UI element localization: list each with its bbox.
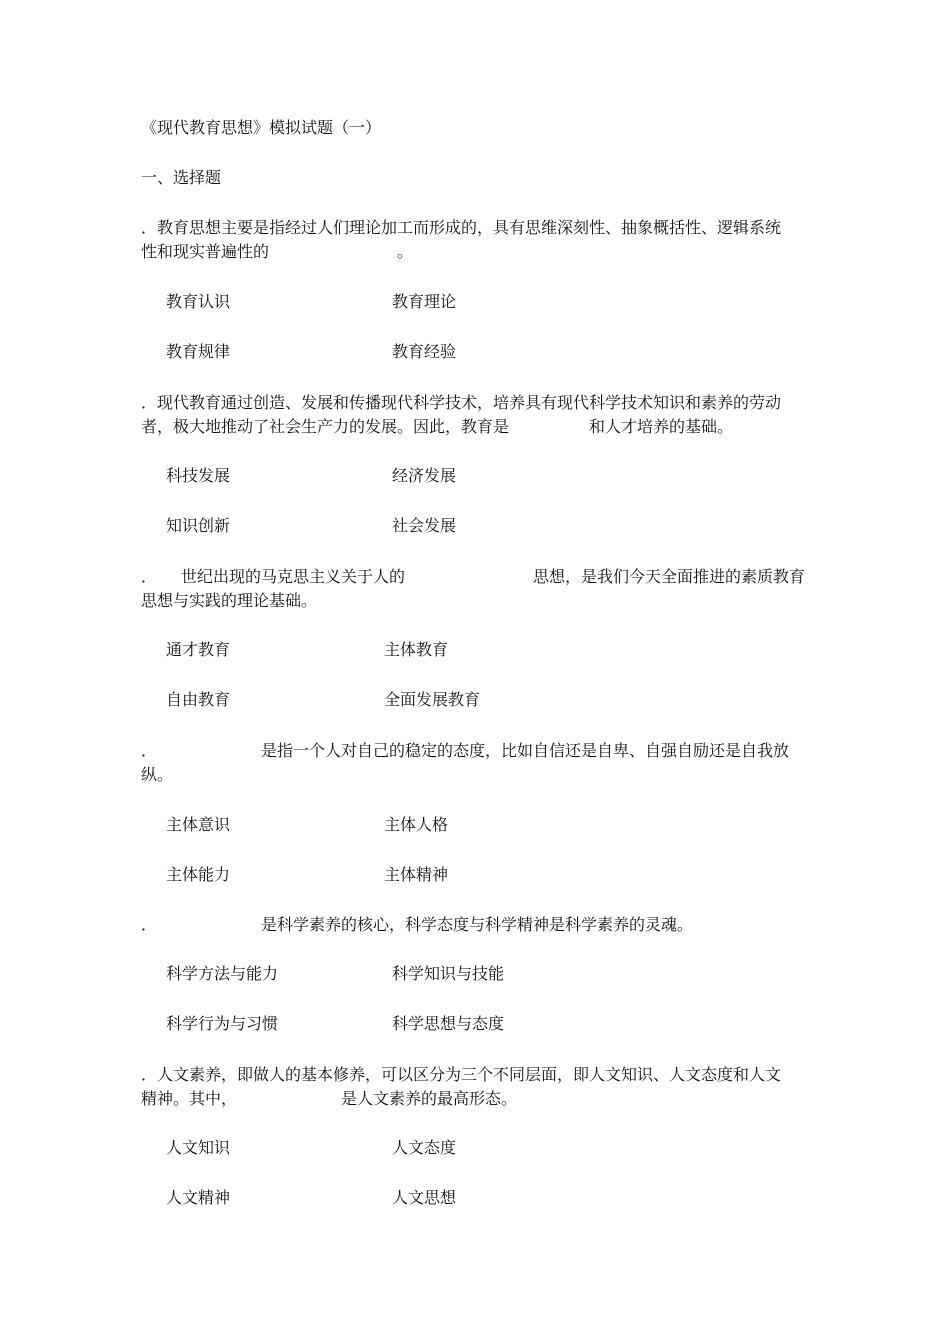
q3-option-b[interactable]: 主体教育 xyxy=(384,640,449,659)
question-3-line-2: 思想与实践的理论基础。 xyxy=(141,591,318,610)
q4-option-a[interactable]: 主体意识 xyxy=(166,815,231,834)
document-title: 《现代教育思想》模拟试题（一） xyxy=(141,118,382,137)
question-1-line-1: ．教育思想主要是指经过人们理论加工而形成的，具有思维深刻性、抽象概括性、逻辑系统 xyxy=(141,218,782,237)
question-2-line-1: ．现代教育通过创造、发展和传播现代科学技术，培养具有现代科学技术知识和素养的劳动 xyxy=(141,393,782,412)
q2-option-c[interactable]: 知识创新 xyxy=(166,516,231,535)
q6-option-b[interactable]: 人文态度 xyxy=(392,1138,457,1157)
q4-option-c[interactable]: 主体能力 xyxy=(166,865,231,884)
question-3-line-1: ． 世纪出现的马克思主义关于人的 思想，是我们今天全面推进的素质教育 xyxy=(141,567,806,586)
q4-option-d[interactable]: 主体精神 xyxy=(384,865,449,884)
q5-option-c[interactable]: 科学行为与习惯 xyxy=(166,1014,279,1033)
question-6 xyxy=(141,1063,813,1111)
section-heading: 一、选择题 xyxy=(141,168,222,187)
question-4 xyxy=(141,739,813,787)
q4-option-b[interactable]: 主体人格 xyxy=(384,815,449,834)
q2-option-b[interactable]: 经济发展 xyxy=(392,466,457,485)
question-4-line-2: 纵。 xyxy=(141,765,174,784)
q1-option-a[interactable]: 教育认识 xyxy=(166,292,231,311)
q1-option-d[interactable]: 教育经验 xyxy=(392,342,457,361)
question-3 xyxy=(141,565,813,613)
q5-option-b[interactable]: 科学知识与技能 xyxy=(392,964,505,983)
q3-option-c[interactable]: 自由教育 xyxy=(166,690,231,709)
question-6-line-1: ．人文素养，即做人的基本修养，可以区分为三个不同层面，即人文知识、人文态度和人文 xyxy=(141,1065,782,1084)
question-4-line-1: ． 是指一个人对自己的稳定的态度，比如自信还是自卑、自强自励还是自我放 xyxy=(141,741,790,760)
question-5 xyxy=(141,913,813,937)
q5-option-a[interactable]: 科学方法与能力 xyxy=(166,964,279,983)
question-2-line-2: 者，极大地推动了社会生产力的发展。因此，教育是 和人才培养的基础。 xyxy=(141,417,734,436)
q3-option-a[interactable]: 通才教育 xyxy=(166,640,231,659)
q6-option-c[interactable]: 人文精神 xyxy=(166,1188,231,1207)
q6-option-d[interactable]: 人文思想 xyxy=(392,1188,457,1207)
question-6-line-2: 精神。其中， 是人文素养的最高形态。 xyxy=(141,1089,518,1108)
q2-option-d[interactable]: 社会发展 xyxy=(392,516,457,535)
q1-option-c[interactable]: 教育规律 xyxy=(166,342,231,361)
question-2 xyxy=(141,391,813,439)
q5-option-d[interactable]: 科学思想与态度 xyxy=(392,1014,505,1033)
question-1 xyxy=(141,216,813,264)
q6-option-a[interactable]: 人文知识 xyxy=(166,1138,231,1157)
q1-option-b[interactable]: 教育理论 xyxy=(392,292,457,311)
q3-option-d[interactable]: 全面发展教育 xyxy=(384,690,481,709)
question-5-line-1: ． 是科学素养的核心，科学态度与科学精神是科学素养的灵魂。 xyxy=(141,915,694,934)
question-1-line-2: 性和现实普遍性的 。 xyxy=(141,242,414,261)
q2-option-a[interactable]: 科技发展 xyxy=(166,466,231,485)
